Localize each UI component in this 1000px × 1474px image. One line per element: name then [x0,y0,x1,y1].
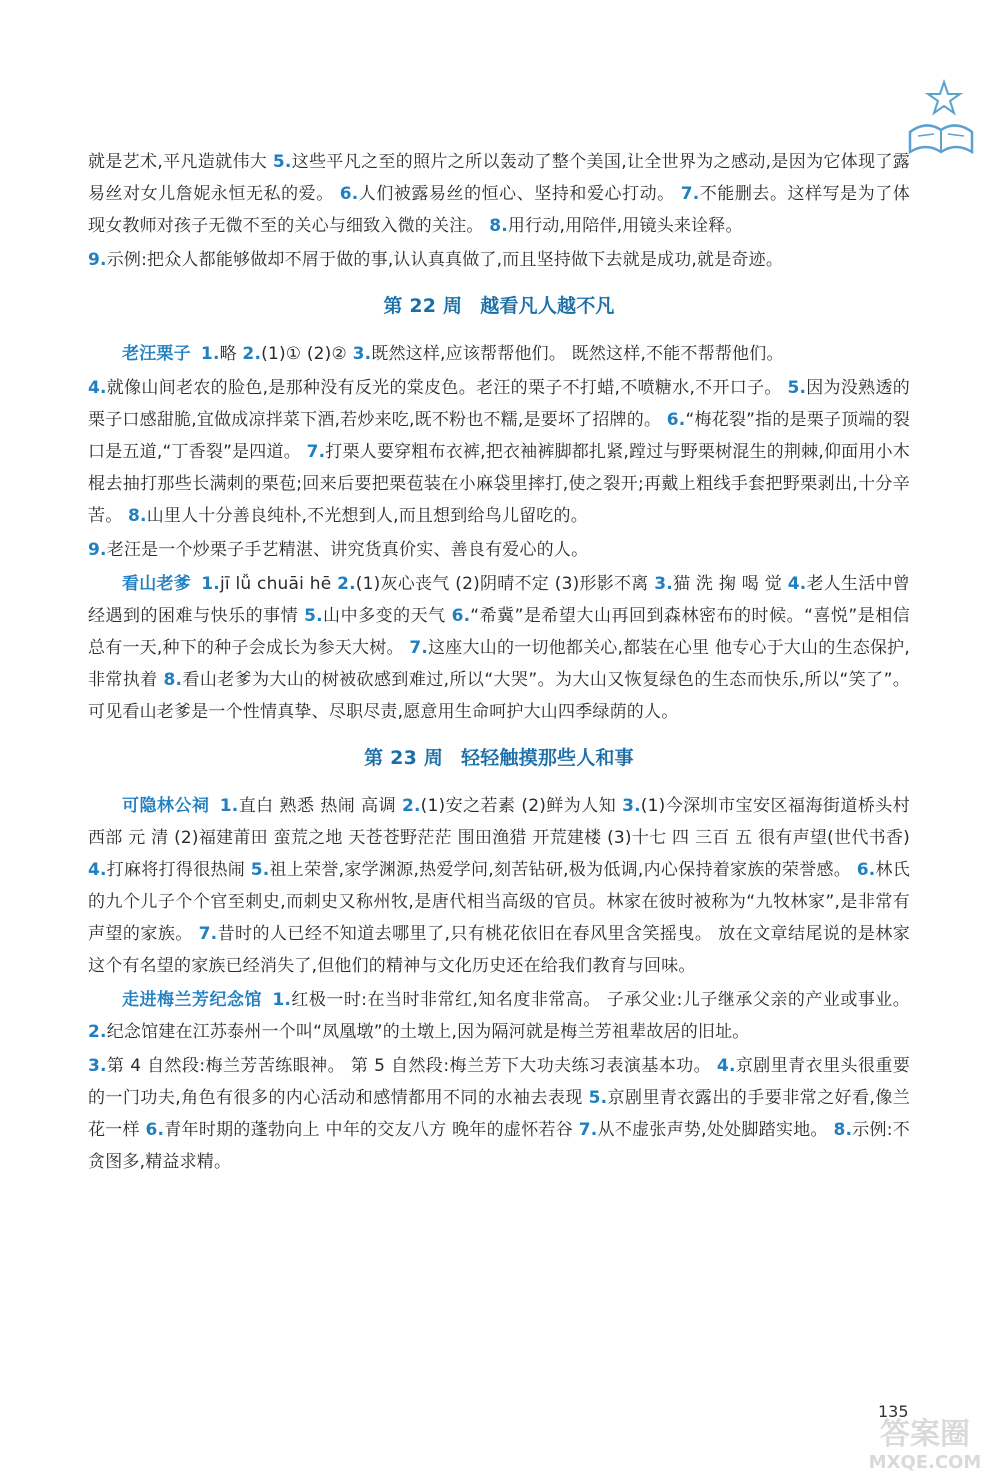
week-23-heading [88,742,910,774]
section-title: 看山老爹 [122,574,198,594]
section-laowang-chestnut-cont [88,372,910,532]
question-number: 4. [716,1056,736,1076]
question-number: 5. [304,606,323,626]
answer-text: 从不虚张声势,处处脚踏实地。 [597,1120,834,1140]
answer-text: 老汪是一个炒栗子手艺精湛、讲究货真价实、善良有爱心的人。 [106,540,589,560]
week-22-heading [88,290,910,322]
answer-text: (1)安之若素 (2)鲜为人知 [420,796,623,816]
answer-text: 京剧里青衣露出的手要非常之好看,像兰花一样 [88,1088,910,1140]
question-number: 4. [787,574,807,594]
week-22-label: 第 22 周 [383,295,463,317]
answer-text: “梅花裂”指的是栗子顶端的裂口是五道,“丁香裂”是四道。 [88,410,910,462]
intro-paragraph-2 [88,244,910,276]
question-number: 4. [88,378,107,398]
question-number: 6. [339,184,359,204]
section-lin-ancestral-hall [88,790,910,982]
answer-text: 山中多变的天气 [322,606,452,626]
question-number: 9. [88,540,107,560]
answer-text: 这座大山的一切他都关心,都装在心里 他专心于大山的生态保护,非常执着 [88,638,910,690]
question-number: 8. [833,1120,853,1140]
answer-text: 人们被露易丝的恒心、坚持和爱心打动。 [358,184,681,204]
intro-paragraph [88,146,910,242]
answer-text: (1)灰心丧气 (2)阴晴不定 (3)形影不离 [355,574,655,594]
question-number: 3. [654,574,673,594]
section-title: 老汪栗子 [122,344,197,364]
answer-text: 就是艺术,平凡造就伟大 [88,152,273,172]
section-laowang-chestnut-end [88,534,910,566]
section-title: 可隐林公祠 [122,796,216,816]
answer-text: 京剧里青衣里头很重要的一门功夫,角色有很多的内心活动和感情都用不同的水袖去表现 [88,1056,910,1108]
answer-text: 老人生活中曾经遇到的困难与快乐的事情 [88,574,910,626]
watermark-line-1: 答案圈 [880,1417,970,1452]
question-number: 8. [489,216,508,236]
question-number: 6. [856,860,876,880]
question-number: 5. [588,1088,608,1108]
question-number: 7. [198,924,218,944]
section-laowang-chestnut [88,338,910,370]
watermark-line-2: MXQE.COM [868,1452,982,1473]
question-number: 7. [306,442,326,462]
answer-text: 用行动,用陪伴,用镜头来诠释。 [507,216,743,236]
question-number: 2. [242,344,262,364]
question-number: 7. [680,184,700,204]
question-number: 2. [401,796,421,816]
answer-text: 山里人十分善良纯朴,不光想到人,而且想到给鸟儿留吃的。 [146,506,588,526]
answer-text: 这些平凡之至的照片之所以轰动了整个美国,让全世界为之感动,是因为它体现了露易丝对女儿詹妮永恒无私的爱。 [88,152,910,204]
section-mei-lanfang-memorial [88,984,910,1048]
answer-text: 因为没熟透的栗子口感甜脆,宜做成凉拌菜下酒,若炒来吃,既不粉也不糯,是要坏了招牌的。 [88,378,911,430]
week-22-title: 越看凡人越不凡 [480,295,615,317]
answer-text: 示例:把众人都能够做却不屑于做的事,认认真真做了,而且坚持做下去就是成功,就是奇迹。 [106,250,784,270]
question-number: 4. [88,860,107,880]
answer-text: 直白 熟悉 热闹 高调 [238,796,402,816]
answer-text: 看山老爹为大山的树被砍感到难过,所以“大哭”。为大山又恢复绿色的生态而快乐,所以“笑了”。可见看山老爹是一个性情真挚、尽职尽责,愿意用生命呵护大山四季绿荫的人。 [88,670,910,722]
watermark-logo [850,1408,1000,1474]
question-number: 3. [88,1056,107,1076]
question-number: 6. [451,606,471,626]
question-number: 1. [200,344,220,364]
answer-text: 昔时的人已经不知道去哪里了,只有桃花依旧在春风里含笑摇曳。 放在文章结尾说的是林家这个有名望的家族已经消失了,但他们的精神与文化历史还在给我们教育与回味。 [88,924,910,976]
answer-text: (1)今深圳市宝安区福海街道桥头村西部 元 清 (2)福建莆田 蛮荒之地 天苍苍野茫茫 围田渔猎 开荒建楼 (3)十七 四 三百 五 很有声望(世代书香) [88,796,911,848]
answer-text: “希冀”是希望大山再回到森林密布的时候。“喜悦”是相信总有一天,种下的种子会成长为参天大树。 [88,606,910,658]
question-number: 2. [88,1022,107,1042]
week-23-label: 第 23 周 [364,747,444,769]
question-number: 1. [272,990,292,1010]
answer-text: 第 4 自然段:梅兰芳苦练眼神。 第 5 自然段:梅兰芳下大功夫练习表演基本功。 [106,1056,717,1076]
answer-text: 打栗人要穿粗布衣裤,把衣袖裤脚都扎紧,蹚过与野栗树混生的荆棘,仰面用小木棍去抽打那些长满刺的栗苞;回来后要把栗苞装在小麻袋里摔打,使之裂开;再戴上粗线手套把野栗剥出,十分辛苦。 [88,442,910,526]
question-number: 7. [409,638,429,658]
answer-text: 就像山间老农的脸色,是那种没有反光的棠皮色。老汪的栗子不打蜡,不喷糖水,不开口子。 [106,378,788,398]
answer-text: 猫 洗 掬 喝 觉 [672,574,788,594]
question-number: 5. [787,378,807,398]
answer-text: 红极一时:在当时非常红,知名度非常高。 子承父业:儿子继承父亲的产业或事业。 [291,990,910,1010]
section-title: 走进梅兰芳纪念馆 [122,990,269,1010]
star-book-icon [904,74,978,158]
answer-text: 祖上荣誉,家学渊源,热爱学问,刻苦钻研,极为低调,内心保持着家族的荣誉感。 [269,860,857,880]
answer-text: 青年时期的蓬勃向上 中年的交友八方 晚年的虚怀若谷 [164,1120,579,1140]
question-number: 2. [337,574,356,594]
question-number: 3. [352,344,372,364]
answer-text: 示例:不贪图多,精益求精。 [88,1120,910,1172]
answer-content [88,146,910,1180]
question-number: 7. [578,1120,598,1140]
section-mountain-keeper [88,568,910,728]
answer-text: (1)① (2)② [261,344,353,364]
question-number: 1. [201,574,220,594]
week-23-title: 轻轻触摸那些人和事 [461,747,634,769]
question-number: 5. [272,152,292,172]
answer-text: 不能删去。这样写是为了体现女教师对孩子无微不至的关心与细致入微的关注。 [88,184,911,236]
answer-text: 纪念馆建在江苏泰州一个叫“凤凰墩”的土墩上,因为隔河就是梅兰芳祖辈故居的旧址。 [106,1022,750,1042]
question-number: 8. [128,506,147,526]
question-number: 1. [219,796,239,816]
answer-text: jī lǚ chuāi hē [219,574,338,594]
page-number: 135 [878,1402,909,1421]
answer-text: 林氏的九个儿子个个官至刺史,而刺史又称州牧,是唐代相当高级的官员。林家在彼时被称为“九牧林家”,是非常有声望的家族。 [88,860,910,944]
answer-text: 略 [219,344,243,364]
section-mei-lanfang-memorial-cont [88,1050,910,1178]
question-number: 8. [163,670,183,690]
question-number: 5. [250,860,270,880]
answer-text: 打麻将打得很热闹 [106,860,251,880]
answer-text: 既然这样,应该帮帮他们。 既然这样,不能不帮帮他们。 [371,344,784,364]
question-number: 9. [88,250,107,270]
question-number: 3. [622,796,641,816]
question-number: 6. [145,1120,165,1140]
question-number: 6. [666,410,686,430]
